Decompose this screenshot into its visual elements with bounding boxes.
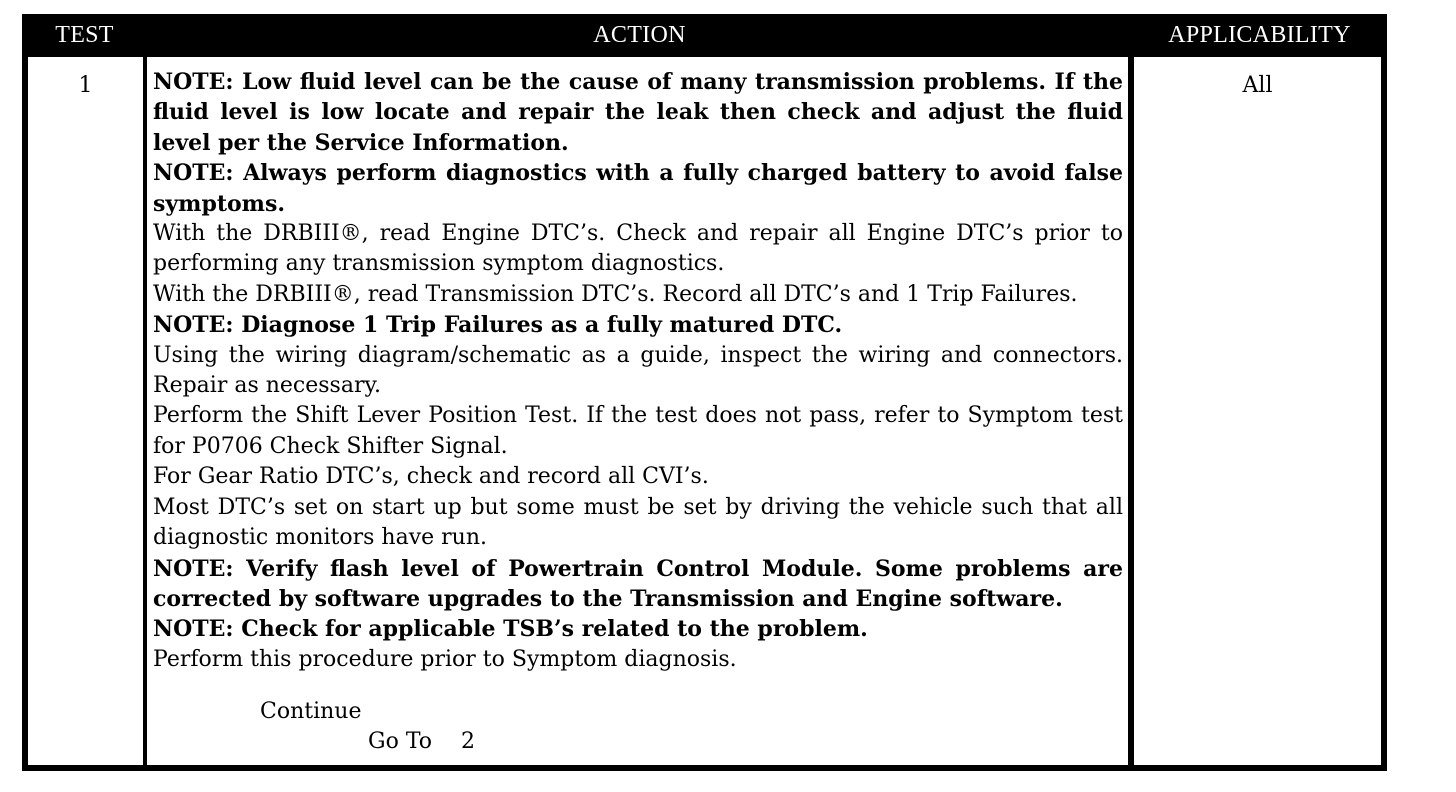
header-test: TEST [55, 22, 114, 48]
continue-label: Continue [260, 699, 362, 724]
step-wiring-inspect: Using the wiring diagram/schematic as a guide, inspect the wiring and connectors. Repair as necessary. [153, 342, 1123, 399]
test-number: 1 [78, 73, 93, 98]
header-action: ACTION [593, 22, 686, 48]
note-low-fluid: NOTE: Low fluid level can be the cause of many transmission problems. If the fluid level is low locate and repair the leak then check and adjust the fluid level per the Service Information. [153, 69, 1123, 156]
note-trip-failures: NOTE: Diagnose 1 Trip Failures as a fully matured DTC. [153, 312, 843, 339]
applicability-value: All [1242, 73, 1273, 98]
goto-link[interactable]: Go To [368, 729, 433, 754]
diagnostic-table [22, 14, 1387, 771]
note-flash-level: NOTE: Verify flash level of Powertrain Control Module. Some problems are corrected by software upgrades to the Transmission and Engine software. [153, 555, 1123, 612]
step-gear-ratio: For Gear Ratio DTC’s, check and record all CVI’s. [153, 464, 709, 490]
step-shift-lever-test: Perform the Shift Lever Position Test. If the test does not pass, refer to Symptom test for P0706 Check Shifter Signal. [153, 403, 1123, 459]
note-tsb: NOTE: Check for applicable TSB’s related to the problem. [153, 616, 868, 643]
test-cell [28, 57, 143, 765]
step-engine-dtc: With the DRBIII®, read Engine DTC’s. Check and repair all Engine DTC’s prior to performing any transmission symptom diagnostics. [153, 221, 1123, 277]
action-text [153, 67, 1123, 675]
goto-target[interactable]: 2 [461, 729, 475, 754]
step-procedure-prior: Perform this procedure prior to Symptom diagnosis. [153, 646, 737, 672]
step-transmission-dtc: With the DRBIII®, read Transmission DTC’s. Record all DTC’s and 1 Trip Failures. [153, 281, 1078, 307]
header-applicability: APPLICABILITY [1168, 22, 1351, 48]
step-dtc-monitors: Most DTC’s set on start up but some must be set by driving the vehicle such that all diagnostic monitors have run. [153, 494, 1123, 551]
note-battery: NOTE: Always perform diagnostics with a fully charged battery to avoid false symptoms. [153, 160, 1123, 217]
applicability-cell [1134, 57, 1381, 765]
action-cell [147, 57, 1128, 765]
